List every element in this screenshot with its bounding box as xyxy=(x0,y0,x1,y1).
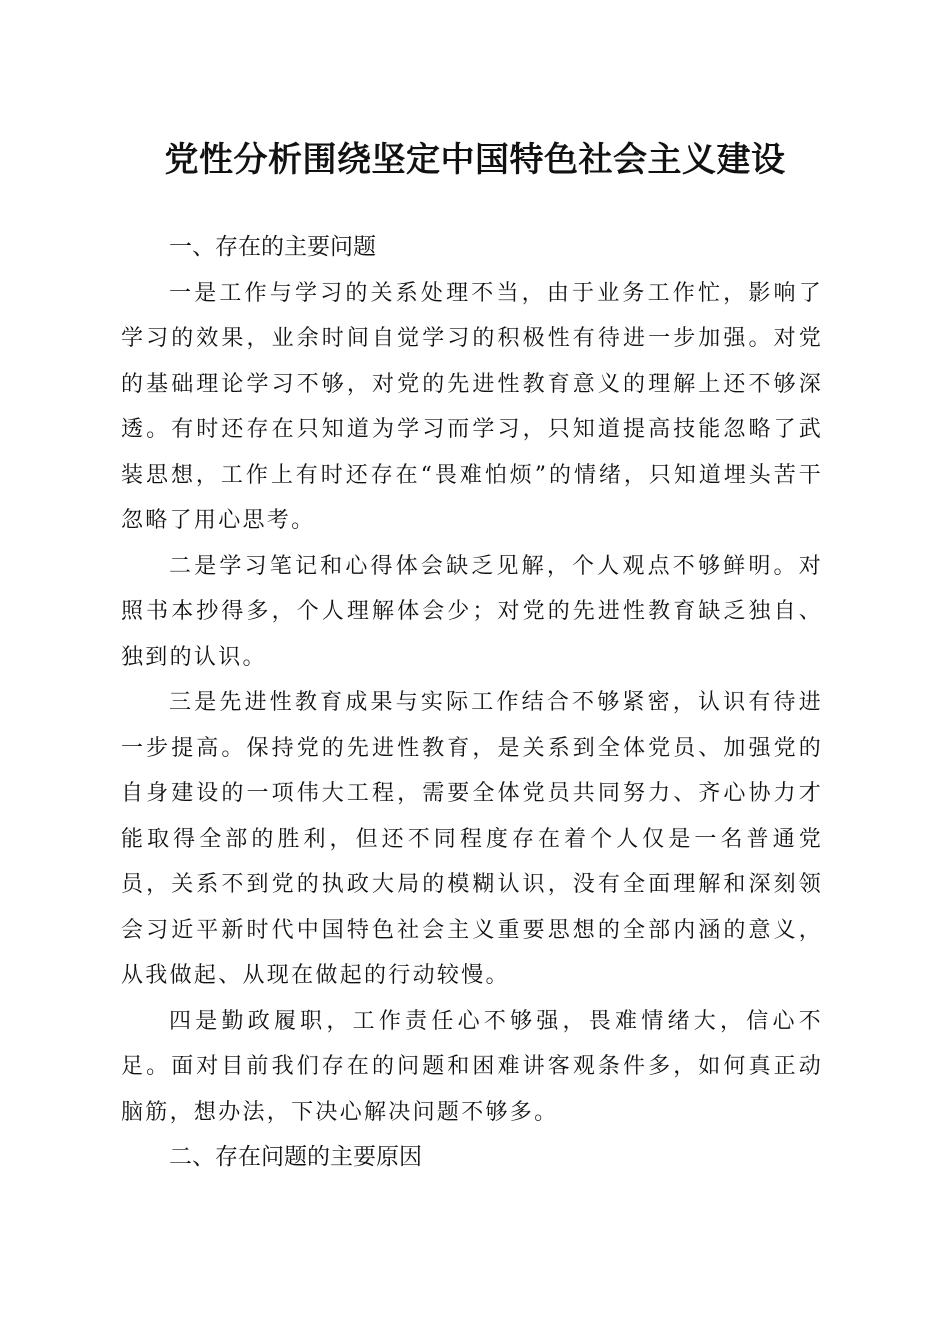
paragraph-3: 三是先进性教育成果与实际工作结合不够紧密，认识有待进一步提高。保持党的先进性教育，是关系到全体党员、加强党的自身建设的一项伟大工程，需要全体党员共同努力、齐心协力才能取得全部的胜利，但还不同程度存在着个人仅是一名普通党员，关系不到党的执政大局的模糊认识，没有全面理解和深刻领会习近平新时代中国特色社会主义重要思想的全部内涵的意义，从我做起、从现在做起的行动较慢。 xyxy=(121,690,823,988)
paragraph-2: 二是学习笔记和心得体会缺乏见解，个人观点不够鲜明。对照书本抄得多，个人理解体会少；对党的先进性教育缺乏独自、独到的认识。 xyxy=(121,553,823,670)
section-heading-1: 一、存在的主要问题 xyxy=(169,234,376,260)
paragraph-1: 一是工作与学习的关系处理不当，由于业务工作忙，影响了学习的效果，业余时间自觉学习的积极性有待进一步加强。对党的基础理论学习不够，对党的先进性教育意义的理解上还不够深透。有时还存在只知道为学习而学习，只知道提高技能忽略了武装思想，工作上有时还存在“畏难怕烦”的情绪，只知道埋头苦干忽略了用心思考。 xyxy=(121,280,823,533)
document-body xyxy=(121,225,823,1181)
document-title: 党性分析围绕坚定中国特色社会主义建设 xyxy=(164,140,786,180)
section-heading-2: 二、存在问题的主要原因 xyxy=(169,1144,422,1170)
paragraph-4: 四是勤政履职，工作责任心不够强，畏难情绪大，信心不足。面对目前我们存在的问题和困难讲客观条件多，如何真正动脑筋，想办法，下决心解决问题不够多。 xyxy=(121,1008,823,1125)
